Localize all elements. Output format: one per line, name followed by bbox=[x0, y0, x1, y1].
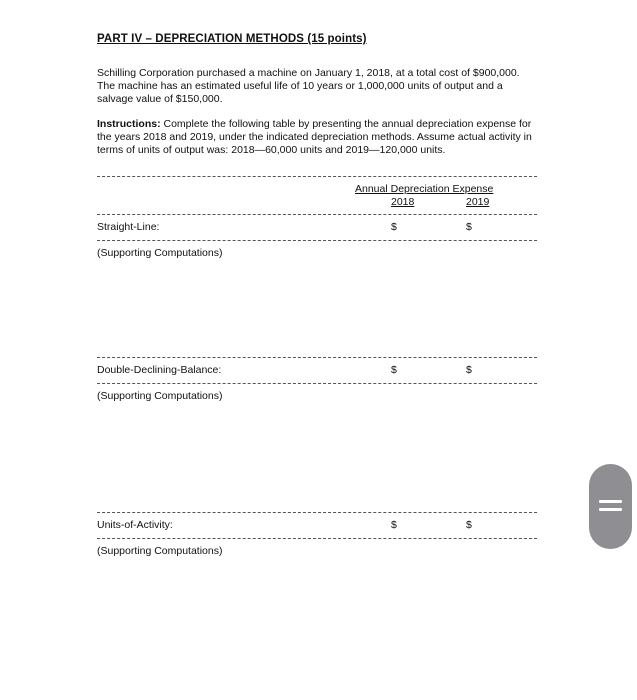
straight-line-2019-cell: $ bbox=[466, 221, 472, 233]
divider bbox=[97, 214, 537, 215]
column-header-2019: 2019 bbox=[466, 196, 490, 208]
divider bbox=[97, 357, 537, 358]
ddb-2018-cell: $ bbox=[391, 364, 397, 376]
divider bbox=[97, 176, 537, 177]
units-of-activity-2019-cell: $ bbox=[466, 519, 472, 531]
supporting-computations-label: (Supporting Computations) bbox=[97, 545, 223, 557]
instructions-text: Complete the following table by presenting the annual depreciation expense for the years 2018 and 2019, under the indicated depreciation methods. Assume actual activity in terms of units of output was: 2018—60,000 units and 2019—120,000 units. bbox=[97, 118, 532, 156]
ddb-2019-cell: $ bbox=[466, 364, 472, 376]
divider bbox=[97, 383, 537, 384]
grip-line-icon bbox=[599, 500, 622, 503]
problem-statement: Schilling Corporation purchased a machine on January 1, 2018, at a total cost of $900,000. The machine has an estimated useful life of 10 years or 1,000,000 units of output and a salvage value of $150,000. bbox=[97, 67, 520, 105]
scroll-handle[interactable] bbox=[589, 464, 632, 549]
straight-line-2018-cell: $ bbox=[391, 221, 397, 233]
row-label-straight-line: Straight-Line: bbox=[97, 221, 160, 233]
row-label-units-of-activity: Units-of-Activity: bbox=[97, 519, 173, 531]
divider bbox=[97, 538, 537, 539]
column-header-2018: 2018 bbox=[391, 196, 415, 208]
column-group-header: Annual Depreciation Expense bbox=[355, 183, 494, 195]
row-label-double-declining-balance: Double-Declining-Balance: bbox=[97, 364, 222, 376]
instructions-label: Instructions: bbox=[97, 118, 161, 130]
supporting-computations-label: (Supporting Computations) bbox=[97, 390, 223, 402]
instructions bbox=[97, 118, 537, 157]
supporting-computations-label: (Supporting Computations) bbox=[97, 247, 223, 259]
page-title: PART IV – DEPRECIATION METHODS (15 points) bbox=[97, 33, 367, 45]
units-of-activity-2018-cell: $ bbox=[391, 519, 397, 531]
grip-line-icon bbox=[599, 508, 622, 511]
divider bbox=[97, 240, 537, 241]
divider bbox=[97, 512, 537, 513]
